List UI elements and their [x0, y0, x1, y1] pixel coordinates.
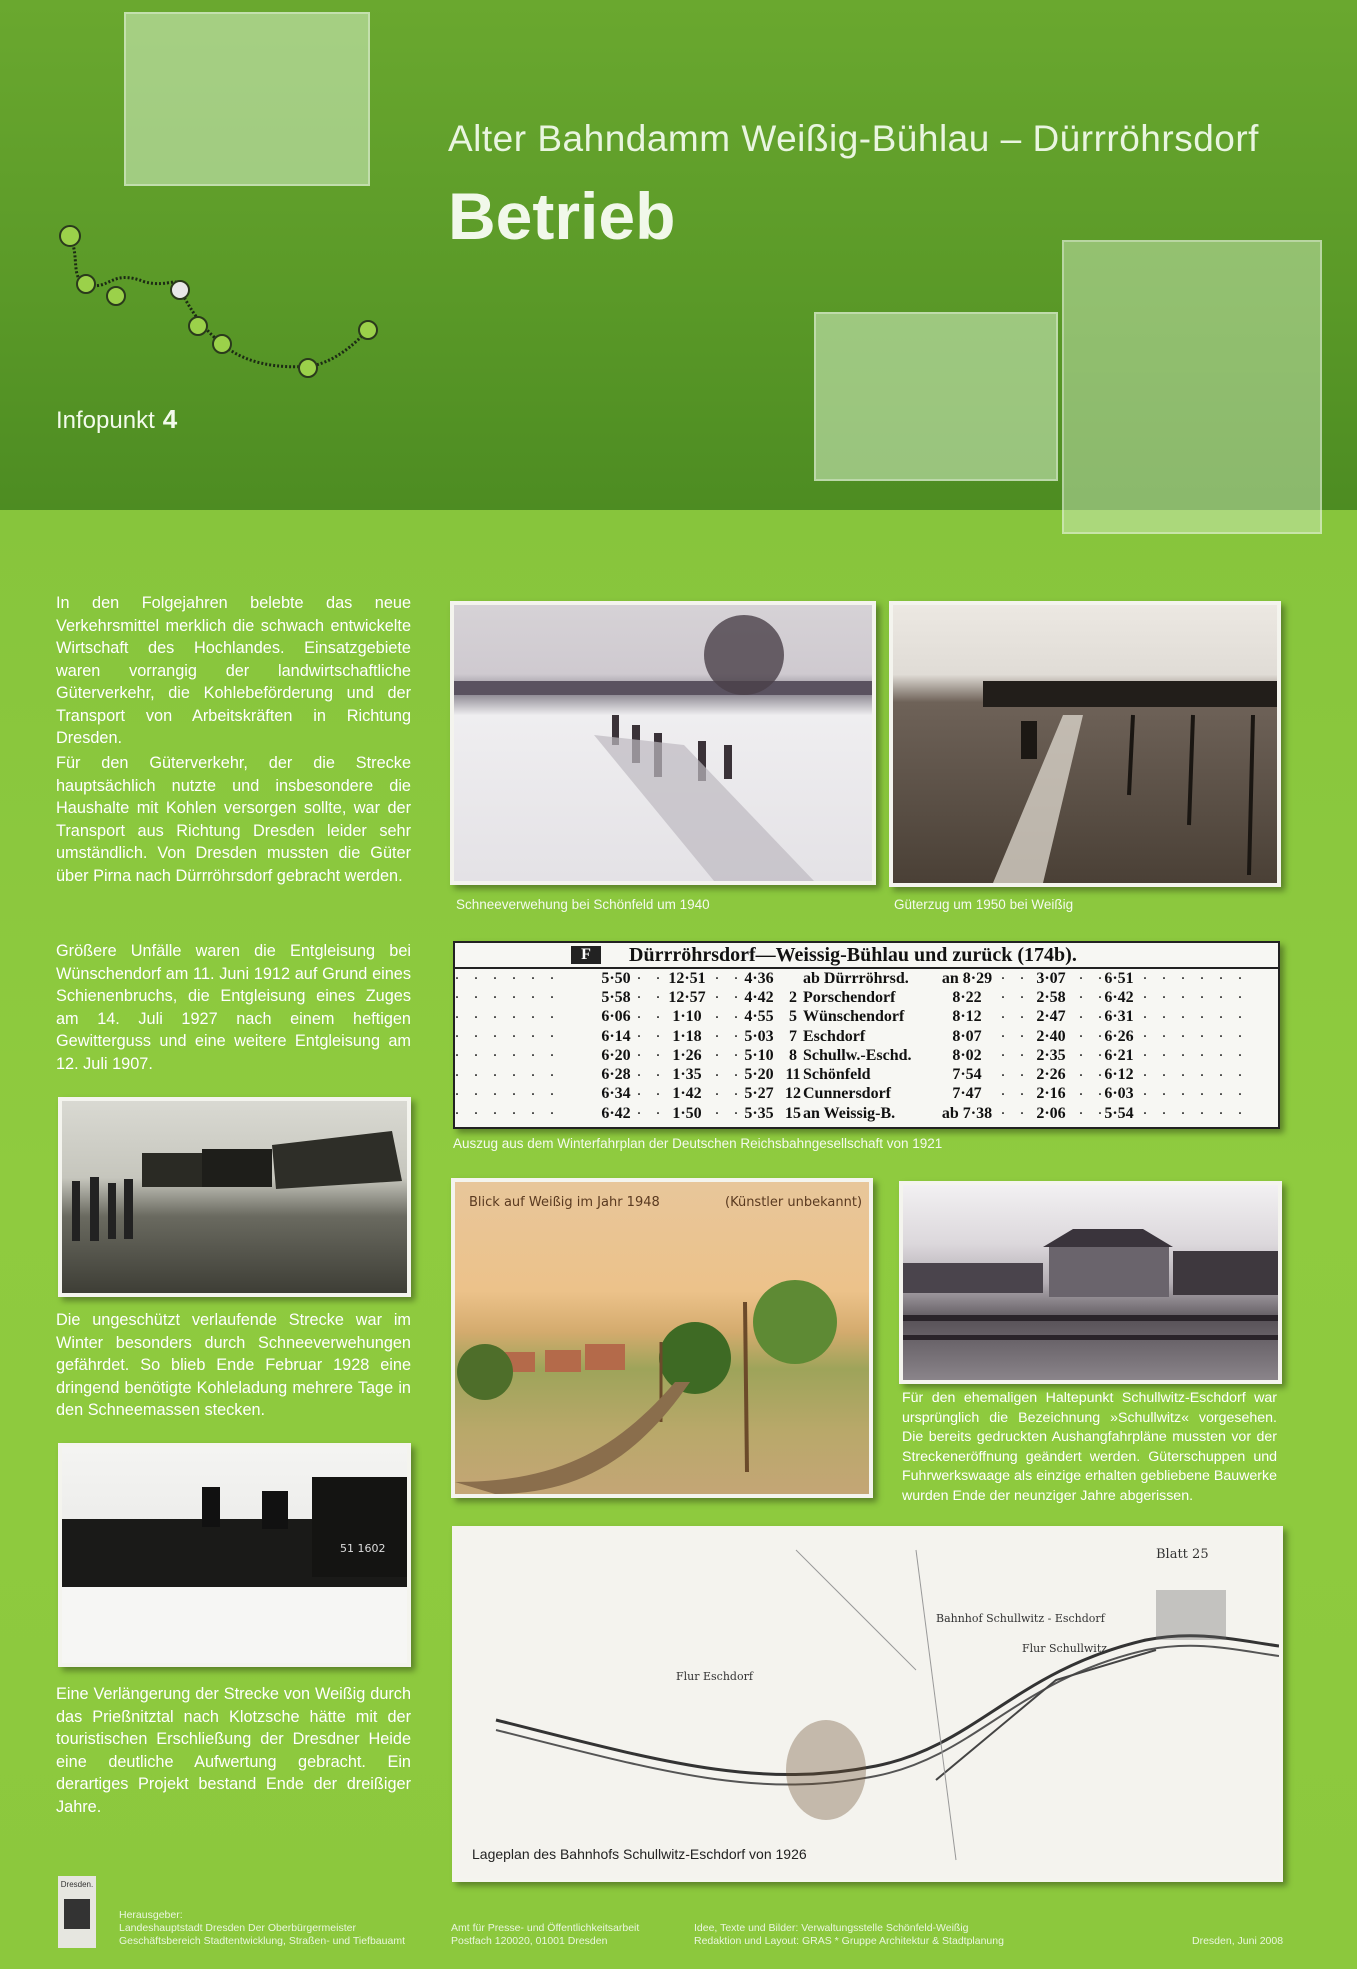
timetable-header: [455, 943, 1278, 969]
footer-publisher-label: Herausgeber:: [119, 1909, 183, 1921]
timetable-cell-t4: 8·22: [952, 988, 982, 1006]
timetable-cell-t3: 5·35: [744, 1104, 774, 1122]
timetable-cell-t4: 7·54: [952, 1066, 982, 1084]
timetable-cell-t3: 5·10: [744, 1046, 774, 1064]
route-current-dot: [171, 281, 189, 299]
timetable-cell-t4: an 8·29: [941, 969, 993, 987]
timetable-cell-t5: 2·40: [1036, 1027, 1066, 1045]
footer-press-line1: Amt für Presse- und Öffentlichkeitsarbeit: [451, 1922, 640, 1934]
timetable-dots: · ·: [1079, 990, 1109, 1005]
timetable-dots: · · · · · ·: [455, 1009, 561, 1024]
footer-credits: [694, 1922, 1004, 1948]
timetable-cell-km: 7: [789, 1027, 797, 1045]
timetable-cell-t5: 2·58: [1036, 988, 1066, 1006]
timetable-cell-t3: 5·20: [744, 1066, 774, 1084]
timetable-cell-station: Porschendorf: [803, 988, 896, 1006]
timetable-dots: · ·: [1079, 1029, 1109, 1044]
timetable-dots: · · · · · ·: [455, 1029, 561, 1044]
timetable-cell-t1: 6·34: [601, 1085, 631, 1103]
timetable-dots: · ·: [1079, 971, 1109, 986]
timetable-dots: · · · · · ·: [1143, 1086, 1249, 1101]
timetable-dots: · ·: [637, 1029, 667, 1044]
timetable-cell-t1: 6·06: [601, 1008, 631, 1026]
timetable-cell-t3: 4·36: [744, 969, 774, 987]
timetable-dots: · ·: [715, 1086, 745, 1101]
timetable-dots: · ·: [637, 1086, 667, 1101]
caption-snow-drift: Schneeverwehung bei Schönfeld um 1940: [456, 897, 710, 912]
timetable-cell-t6: 6·51: [1104, 969, 1134, 987]
route-station-dot: [60, 226, 80, 246]
timetable-cell-t6: 6·26: [1104, 1027, 1134, 1045]
timetable-dots: · ·: [1001, 1067, 1031, 1082]
timetable-cell-t5: 2·16: [1036, 1085, 1066, 1103]
timetable-cell-t6: 6·03: [1104, 1085, 1134, 1103]
timetable-row: [455, 1065, 1278, 1084]
plan-flur-label: Flur Schullwitz: [1022, 1642, 1108, 1655]
route-station-dot: [189, 317, 207, 335]
timetable-dots: · ·: [715, 1106, 745, 1121]
photo-snow-drift: [450, 601, 876, 885]
timetable-1921: [453, 941, 1280, 1129]
timetable-dots: · ·: [1001, 1029, 1031, 1044]
timetable-cell-t1: 6·28: [601, 1066, 631, 1084]
timetable-dots: · ·: [1079, 1067, 1109, 1082]
timetable-dots: · ·: [715, 1029, 745, 1044]
route-station-dot: [213, 335, 231, 353]
route-station-dot: [107, 287, 125, 305]
timetable-dots: · ·: [637, 1106, 667, 1121]
timetable-cell-t6: 6·42: [1104, 988, 1134, 1006]
footer-date: Dresden, Juni 2008: [1192, 1935, 1284, 1947]
weathered-patch: [124, 12, 370, 186]
timetable-cell-t1: 6·20: [601, 1046, 631, 1064]
text-paragraph-5: Eine Verlängerung der Strecke von Weißig durch das Prießnitztal nach Klotzsche hätte mit der touristischen Erschließung der Dresdner Heide eine deutliche Aufwertung gebracht. Ein derartiges Projekt bestand Ende der dreißiger Jahre.: [56, 1685, 411, 1816]
timetable-cell-t6: 6·12: [1104, 1066, 1134, 1084]
painting-artist: (Künstler unbekannt): [725, 1195, 863, 1210]
caption-freight-train: Güterzug um 1950 bei Weißig: [894, 897, 1074, 912]
timetable-cell-station: ab Dürrröhrsd.: [803, 969, 909, 987]
timetable-cell-km: 8: [789, 1046, 797, 1064]
timetable-cell-t3: 4·42: [744, 988, 774, 1006]
dresden-logo-text: Dresden.: [60, 1880, 94, 1889]
timetable-cell-t2: 1·35: [672, 1066, 702, 1084]
photo-station-schullwitz: [899, 1181, 1282, 1384]
dresden-logo: [58, 1876, 96, 1948]
timetable-dots: · ·: [637, 1009, 667, 1024]
timetable-cell-t3: 4·55: [744, 1008, 774, 1026]
route-station-dot: [77, 275, 95, 293]
timetable-cell-t4: 8·12: [952, 1008, 982, 1026]
timetable-cell-t6: 5·54: [1104, 1104, 1134, 1122]
timetable-cell-station: Eschdorf: [803, 1027, 866, 1045]
timetable-cell-t1: 5·50: [601, 969, 631, 987]
timetable-dots: · ·: [637, 971, 667, 986]
timetable-title: Dürrröhrsdorf—Weissig-Bühlau und zurück (174b).: [629, 943, 1077, 966]
timetable-cell-km: 12: [785, 1085, 801, 1103]
timetable-cell-t1: 6·42: [601, 1104, 631, 1122]
timetable-cell-station: an Weissig-B.: [803, 1104, 896, 1122]
board-title: Betrieb: [448, 179, 676, 253]
timetable-dots: · ·: [637, 990, 667, 1005]
timetable-dots: · ·: [715, 1067, 745, 1082]
timetable-letter: F: [571, 946, 601, 964]
timetable-row: [455, 1104, 1278, 1123]
footer-publisher: [119, 1909, 405, 1948]
timetable-cell-t2: 1·42: [672, 1085, 702, 1103]
photo-snow-locomotive: [58, 1443, 411, 1667]
timetable-cell-station: Schullw.-Eschd.: [803, 1046, 912, 1064]
timetable-dots: · ·: [1079, 1048, 1109, 1063]
timetable-row: [455, 1027, 1278, 1046]
timetable-dots: · ·: [1001, 1009, 1031, 1024]
timetable-cell-t1: 6·14: [601, 1027, 631, 1045]
timetable-dots: · ·: [715, 971, 745, 986]
painting-title: Blick auf Weißig im Jahr 1948: [469, 1195, 660, 1210]
timetable-dots: · ·: [1079, 1106, 1109, 1121]
timetable-cell-km: 11: [785, 1066, 801, 1084]
timetable-cell-t4: 7·47: [952, 1085, 982, 1103]
timetable-dots: · · · · · ·: [1143, 1048, 1249, 1063]
timetable-cell-station: Cunnersdorf: [803, 1085, 892, 1103]
timetable-row: [455, 1085, 1278, 1104]
infopunkt-number: 4: [162, 404, 178, 434]
painting-weissig-1948: [451, 1178, 873, 1498]
caption-site-plan: Lageplan des Bahnhofs Schullwitz-Eschdorf von 1926: [472, 1846, 807, 1862]
timetable-cell-t6: 6·21: [1104, 1046, 1134, 1064]
timetable-cell-t2: 1·50: [672, 1104, 702, 1122]
timetable-dots: · ·: [715, 1009, 745, 1024]
timetable-cell-t6: 6·31: [1104, 1008, 1134, 1026]
timetable-cell-km: 5: [789, 1008, 797, 1026]
timetable-rows: [455, 969, 1278, 1123]
timetable-dots: · · · · · ·: [1143, 1106, 1249, 1121]
timetable-cell-t4: 8·02: [952, 1046, 982, 1064]
text-paragraph-1: In den Folgejahren belebte das neue Verkehrsmittel merklich die schwach entwickelte Wirtschaft des Hochlandes. Einsatzgebiete waren vorrangig der landwirtschaftliche Güterverkehr, die Kohlebeförderung und der Transport von Arbeitskräften in Richtung Dresden.: [56, 594, 411, 747]
timetable-cell-t5: 2·35: [1036, 1046, 1066, 1064]
text-paragraph-6: Für den ehemaligen Haltepunkt Schullwitz-Eschdorf war ursprünglich die Bezeichnung »Schullwitz« vorgesehen. Die bereits gedruckten Aushangfahrpläne mussten vor der Streckeneröffnung geändert werden. Güterschuppen und Fuhrwerkswaage als einzige erhalten gebliebene Bauwerke wurden Ende der neunziger Jahre abgerissen.: [902, 1390, 1277, 1504]
timetable-cell-station: Schönfeld: [803, 1066, 871, 1084]
plan-flur-label: Flur Eschdorf: [676, 1670, 753, 1683]
timetable-dots: · ·: [1001, 971, 1031, 986]
timetable-dots: · · · · · ·: [455, 1086, 561, 1101]
footer-publisher-line1: Landeshauptstadt Dresden Der Oberbürgermeister: [119, 1922, 356, 1934]
timetable-dots: · · · · · ·: [455, 971, 561, 986]
loco-number: 51 1602: [340, 1542, 386, 1555]
footer-credits-line1: Idee, Texte und Bilder: Verwaltungsstelle Schönfeld-Weißig: [694, 1922, 969, 1934]
footer-credits-line2: Redaktion und Layout: GRAS * Gruppe Architektur & Stadtplanung: [694, 1935, 1004, 1947]
timetable-dots: · · · · · ·: [1143, 990, 1249, 1005]
text-paragraph-2: Für den Güterverkehr, der die Strecke hauptsächlich nutzte und insbesondere die Haushalte mit Kohlen versorgen sollte, war der Transport aus Richtung Dresden leider sehr umständlich. Von Dresden mussten die Güter über Pirna nach Dürrröhrsdorf gebracht werden.: [56, 754, 411, 885]
timetable-row: [455, 1046, 1278, 1065]
timetable-dots: · · · · · ·: [455, 1106, 561, 1121]
timetable-cell-t5: 2·06: [1036, 1104, 1066, 1122]
timetable-dots: · · · · · ·: [1143, 1009, 1249, 1024]
timetable-cell-t3: 5·27: [744, 1085, 774, 1103]
timetable-dots: · · · · · ·: [455, 1048, 561, 1063]
timetable-row: [455, 969, 1278, 988]
timetable-dots: · ·: [1001, 1106, 1031, 1121]
photo-derailment: [58, 1097, 411, 1297]
footer-press-line2: Postfach 120020, 01001 Dresden: [451, 1935, 608, 1947]
timetable-dots: · · · · · ·: [1143, 1029, 1249, 1044]
site-plan-1926: [452, 1526, 1283, 1882]
weathered-patch: [1062, 240, 1322, 534]
timetable-dots: · ·: [1001, 1086, 1031, 1101]
timetable-dots: · ·: [1001, 990, 1031, 1005]
plan-sheet-label: Blatt 25: [1156, 1547, 1209, 1562]
timetable-cell-t3: 5·03: [744, 1027, 774, 1045]
timetable-cell-t1: 5·58: [601, 988, 631, 1006]
timetable-cell-t5: 2·47: [1036, 1008, 1066, 1026]
plan-station-label: Bahnhof Schullwitz - Eschdorf: [936, 1612, 1105, 1625]
timetable-row: [455, 1008, 1278, 1027]
route-station-dot: [359, 321, 377, 339]
timetable-cell-t4: 8·07: [952, 1027, 982, 1045]
timetable-dots: · · · · · ·: [1143, 1067, 1249, 1082]
timetable-dots: · · · · · ·: [455, 990, 561, 1005]
timetable-cell-t2: 1·10: [672, 1008, 702, 1026]
photo-freight-train: [889, 601, 1281, 887]
timetable-cell-km: 15: [785, 1104, 801, 1122]
timetable-row: [455, 988, 1278, 1007]
infopunkt-label: [56, 404, 177, 435]
caption-timetable: Auszug aus dem Winterfahrplan der Deutschen Reichsbahngesellschaft von 1921: [453, 1136, 943, 1151]
timetable-cell-t2: 1·26: [672, 1046, 702, 1064]
route-map-icon: [50, 218, 390, 388]
weathered-patch: [814, 312, 1058, 481]
timetable-cell-km: 2: [789, 988, 797, 1006]
timetable-dots: · ·: [715, 990, 745, 1005]
text-paragraph-4: Die ungeschützt verlaufende Strecke war im Winter besonders durch Schneeverwehungen gefährdet. So blieb Ende Februar 1928 eine dringend benötigte Kohleladung mehrere Tage in den Schneemassen stecken.: [56, 1311, 411, 1419]
timetable-cell-t2: 12·57: [668, 988, 706, 1006]
timetable-dots: · ·: [715, 1048, 745, 1063]
timetable-dots: · ·: [637, 1067, 667, 1082]
timetable-cell-t5: 2·26: [1036, 1066, 1066, 1084]
infopunkt-text: Infopunkt: [56, 407, 155, 434]
text-paragraph-3: Größere Unfälle waren die Entgleisung bei Wünschendorf am 11. Juni 1912 auf Grund eines Schienenbruchs, die Entgleisung eines Zuges am 14. Juli 1927 nach einem heftigen Gewitterguss und eine weitere Entgleisung am 12. Juli 1907.: [56, 942, 411, 1073]
timetable-cell-t4: ab 7·38: [941, 1104, 993, 1122]
timetable-dots: · ·: [1001, 1048, 1031, 1063]
route-station-dot: [299, 359, 317, 377]
timetable-dots: · ·: [1079, 1009, 1109, 1024]
timetable-dots: · · · · · ·: [1143, 971, 1249, 986]
footer-press: [451, 1922, 639, 1948]
timetable-dots: · ·: [637, 1048, 667, 1063]
timetable-cell-t2: 12·51: [668, 969, 706, 987]
timetable-cell-t5: 3·07: [1036, 969, 1066, 987]
coat-of-arms-icon: [64, 1899, 90, 1929]
timetable-cell-t2: 1·18: [672, 1027, 702, 1045]
timetable-dots: · ·: [1079, 1086, 1109, 1101]
board-subtitle: Alter Bahndamm Weißig-Bühlau – Dürrröhrsdorf: [448, 118, 1259, 159]
footer-publisher-line2: Geschäftsbereich Stadtentwicklung, Straßen- und Tiefbauamt: [119, 1935, 405, 1947]
timetable-dots: · · · · · ·: [455, 1067, 561, 1082]
timetable-cell-station: Wünschendorf: [803, 1008, 905, 1026]
